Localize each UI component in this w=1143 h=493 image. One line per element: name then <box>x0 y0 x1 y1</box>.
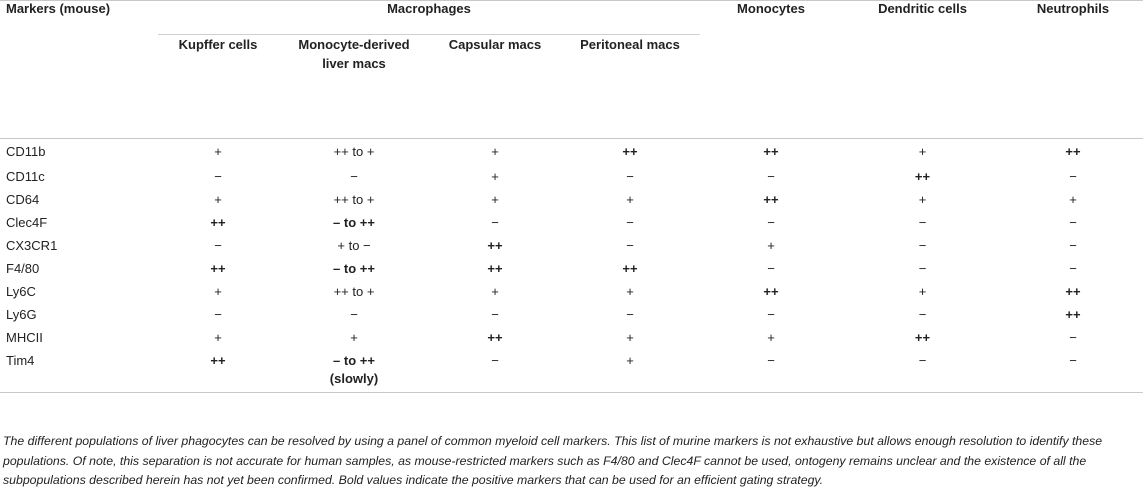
header-markers: Markers (mouse) <box>6 1 111 16</box>
value-cell-mono-derived: + to − <box>337 238 371 253</box>
value-cell-monocytes: − <box>767 215 775 230</box>
value-cell-neutrophils: − <box>1069 330 1077 345</box>
table-row <box>0 349 1143 393</box>
value-cell-neutrophils: − <box>1003 349 1143 393</box>
value-cell-kupffer: + <box>214 144 222 160</box>
header-neutrophils: Neutrophils <box>1036 1 1110 16</box>
value-cell-monocytes: ++ <box>763 144 779 160</box>
value-cell-peritoneal: ++ <box>622 261 638 276</box>
value-cell-kupffer: ++ <box>158 349 278 393</box>
value-cell-peritoneal: + <box>626 192 634 207</box>
value-cell-mono-derived: ++ to + <box>333 284 375 299</box>
table-row <box>0 303 1143 326</box>
value-cell-peritoneal: − <box>626 169 634 184</box>
value-cell-peritoneal: − <box>626 238 634 253</box>
value-cell-peritoneal: ++ <box>622 144 638 160</box>
value-cell-neutrophils: − <box>1069 261 1077 276</box>
marker-name-cell: Tim4 <box>0 349 158 393</box>
table-row <box>0 188 1143 211</box>
table-footnote: The different populations of liver phagocytes can be resolved by using a panel of common myeloid cell markers. This list of murine markers is not exhaustive but allows enough resolution to identify these populations. Of note, this separation is not accurate for human samples, as mouse-restricted markers such as F4/80 and Clec4F cannot be used, ontogeny remains unclear and the existence of all the subpopulations described herein has not yet been confirmed. Bold values indicate the positive markers that can be used for an efficient gating strategy. <box>3 434 1103 487</box>
value-cell-kupffer: − <box>214 307 222 322</box>
value-cell-peritoneal: + <box>626 284 634 299</box>
value-cell-kupffer: ++ <box>210 261 226 276</box>
marker-name-cell: CD11c <box>6 169 45 184</box>
value-cell-peritoneal: + <box>626 330 634 345</box>
header-capsular-macs: Capsular macs <box>448 37 542 52</box>
value-cell-capsular: − <box>491 215 499 230</box>
value-cell-dendritic: + <box>918 192 927 207</box>
table-row <box>0 165 1143 188</box>
value-cell-capsular: + <box>491 284 499 299</box>
value-cell-kupffer: − <box>214 238 222 253</box>
value-cell-dendritic: − <box>918 261 927 276</box>
value-cell-dendritic: − <box>918 215 927 230</box>
marker-name-cell: Clec4F <box>6 215 48 230</box>
value-cell-capsular: + <box>491 144 499 160</box>
value-cell-neutrophils: − <box>1069 238 1077 253</box>
marker-name-cell: CD64 <box>6 192 40 207</box>
value-cell-capsular: + <box>491 192 499 207</box>
value-cell-kupffer: + <box>214 192 222 207</box>
table-body <box>0 138 1143 393</box>
table-row <box>0 326 1143 349</box>
value-cell-dendritic: − <box>918 307 927 322</box>
value-cell-monocytes: ++ <box>763 192 779 207</box>
value-cell-dendritic: ++ <box>914 169 931 184</box>
value-cell-mono-derived: – to ++ (slowly) <box>278 349 430 393</box>
value-cell-kupffer: ++ <box>210 215 226 230</box>
marker-name-cell: F4/80 <box>6 261 40 276</box>
header-peritoneal-macs: Peritoneal macs <box>580 37 680 52</box>
table-row <box>0 280 1143 303</box>
value-cell-neutrophils: ++ <box>1065 307 1081 322</box>
value-cell-monocytes: + <box>767 330 775 345</box>
value-cell-capsular: ++ <box>487 238 503 253</box>
table-row <box>0 138 1143 165</box>
value-cell-dendritic: ++ <box>914 330 931 345</box>
table-row <box>0 257 1143 280</box>
header-macrophages: Macrophages <box>158 1 700 35</box>
value-cell-monocytes: + <box>767 238 775 253</box>
value-cell-mono-derived: + <box>350 330 358 345</box>
marker-name-cell: CD11b <box>6 144 46 160</box>
header-row-1 <box>0 1 1143 35</box>
value-cell-neutrophils: − <box>1069 169 1077 184</box>
value-cell-dendritic: + <box>918 284 927 299</box>
value-cell-capsular: − <box>491 307 499 322</box>
value-cell-capsular: ++ <box>487 330 503 345</box>
header-kupffer-cells: Kupffer cells <box>178 37 258 52</box>
value-cell-monocytes: − <box>767 307 775 322</box>
value-cell-peritoneal: + <box>560 349 700 393</box>
value-cell-dendritic: + <box>918 144 927 160</box>
value-cell-mono-derived: ++ to + <box>333 192 375 207</box>
marker-name-cell: Ly6C <box>6 284 36 299</box>
value-cell-monocytes: − <box>767 261 775 276</box>
table-row <box>0 234 1143 257</box>
table-row <box>0 211 1143 234</box>
value-cell-kupffer: + <box>214 330 222 345</box>
value-cell-kupffer: − <box>214 169 222 184</box>
value-cell-monocytes: − <box>700 349 842 393</box>
header-dendritic-cells: Dendritic cells <box>878 1 967 16</box>
value-cell-neutrophils: ++ <box>1065 144 1081 160</box>
value-cell-capsular: − <box>430 349 560 393</box>
value-cell-capsular: ++ <box>487 261 503 276</box>
value-cell-monocytes: − <box>767 169 775 184</box>
value-cell-dendritic: − <box>918 238 927 253</box>
value-cell-neutrophils: ++ <box>1065 284 1081 299</box>
value-cell-dendritic: − <box>842 349 1003 393</box>
value-cell-mono-derived: − <box>350 169 358 184</box>
value-cell-mono-derived: − <box>350 307 358 322</box>
value-cell-peritoneal: − <box>626 215 634 230</box>
marker-name-cell: MHCII <box>6 330 43 345</box>
header-monocyte-derived-liver-macs: Monocyte-derived liver macs <box>298 37 410 71</box>
value-cell-mono-derived: – to ++ <box>333 261 375 276</box>
value-cell-monocytes: ++ <box>763 284 779 299</box>
value-cell-neutrophils: + <box>1069 192 1077 207</box>
value-cell-kupffer: + <box>214 284 222 299</box>
value-cell-capsular: + <box>491 169 499 184</box>
marker-name-cell: CX3CR1 <box>6 238 58 253</box>
value-cell-neutrophils: − <box>1069 215 1077 230</box>
value-cell-mono-derived: ++ to + <box>333 144 375 160</box>
header-monocytes: Monocytes <box>737 1 805 16</box>
marker-name-cell: Ly6G <box>6 307 37 322</box>
value-cell-mono-derived: – to ++ <box>333 215 375 230</box>
value-cell-peritoneal: − <box>626 307 634 322</box>
